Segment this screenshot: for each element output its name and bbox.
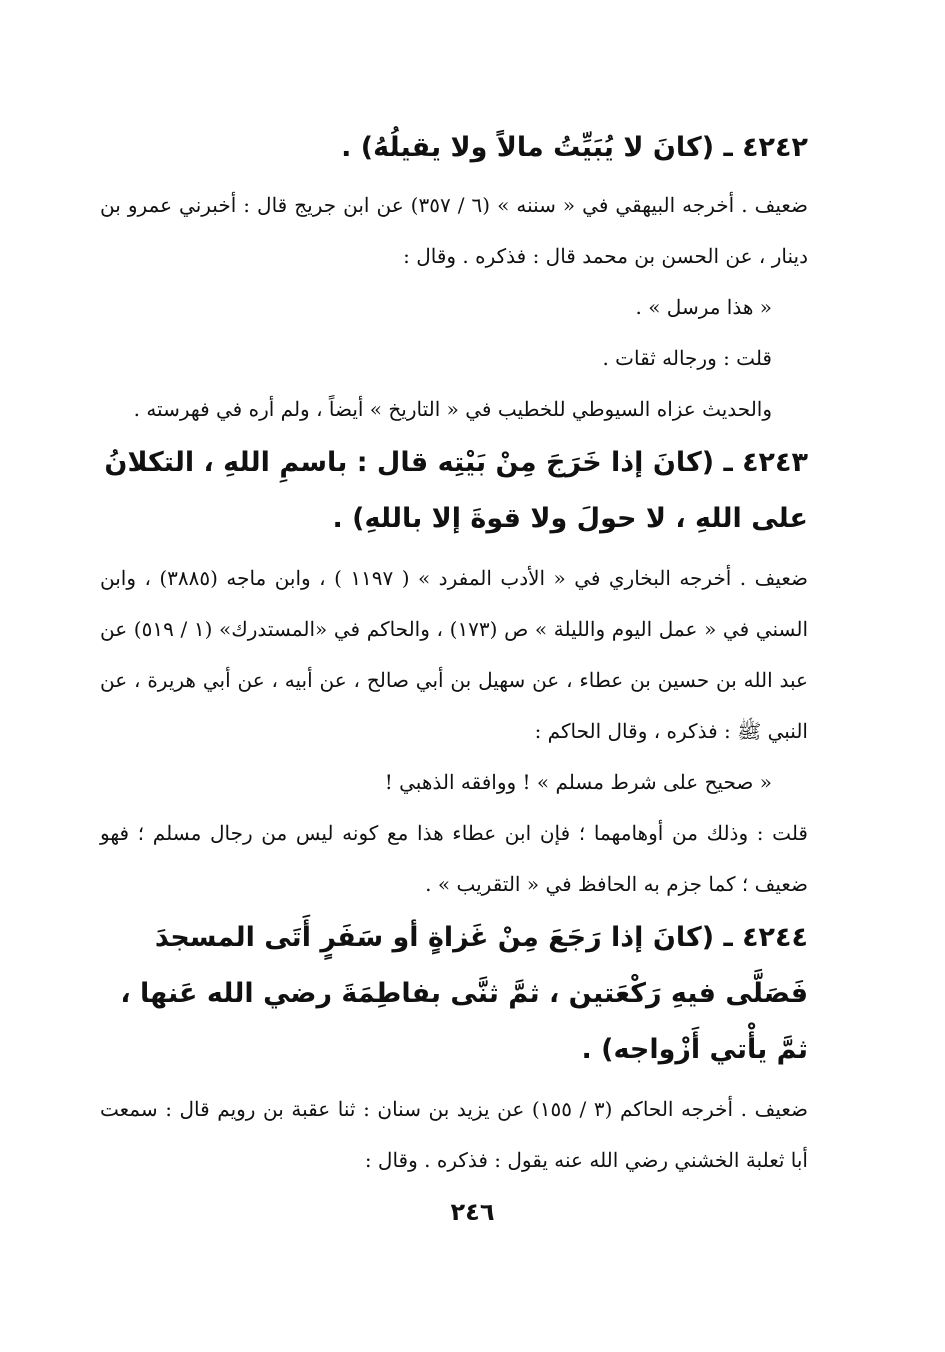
hadith-entry-4242 xyxy=(100,118,808,435)
hadith-heading: ٤٢٤٤ ـ (كانَ إذا رَجَعَ مِنْ غَزاةٍ أو سَفَرٍ أَتَى المسجدَ فَصَلَّى فيهِ رَكْعَتين ، ثمَّ ثنَّى بفاطِمَةَ رضي الله عَنها ، ثمَّ يأْتي أَزْواجه) . xyxy=(120,922,808,1065)
note-paragraph: والحديث عزاه السيوطي للخطيب في « التاريخ » أيضاً ، ولم أره في فهرسته . xyxy=(133,397,772,421)
hadith-heading: ٤٢٤٢ ـ (كانَ لا يُبَيِّتُ مالاً ولا يقيلُهُ) . xyxy=(341,132,808,163)
hadith-entry-4243 xyxy=(100,435,808,910)
hadith-heading: ٤٢٤٣ ـ (كانَ إذا خَرَجَ مِنْ بَيْتِه قال : باسمِ اللهِ ، التكلانُ على اللهِ ، لا حولَ ولا قوةَ إلا باللهِ) . xyxy=(104,447,808,534)
page-number: ٢٤٦ xyxy=(450,1198,495,1226)
quote-paragraph: « صحيح على شرط مسلم » ! ووافقه الذهبي ! xyxy=(384,770,772,794)
takhrij-paragraph: ضعيف . أخرجه البيهقي في « سننه » (٦ / ٣٥٧) عن ابن جريج قال : أخبرني عمرو بن دينار ، عن الحسن بن محمد قال : فذكره . وقال : xyxy=(100,193,808,268)
comment-paragraph: قلت : وذلك من أوهامهما ؛ فإن ابن عطاء هذا مع كونه ليس من رجال مسلم ؛ فهو ضعيف ؛ كما جزم به الحافظ في « التقريب » . xyxy=(100,821,808,896)
document-page xyxy=(100,118,808,1186)
quote-paragraph: « هذا مرسل » . xyxy=(635,295,772,319)
takhrij-paragraph: ضعيف . أخرجه البخاري في « الأدب المفرد » ( ١١٩٧ ) ، وابن ماجه (٣٨٨٥) ، وابن السني في « عمل اليوم والليلة » ص (١٧٣) ، والحاكم في «المستدرك» (١ / ٥١٩) عن عبد الله بن حسين بن عطاء ، عن سهيل بن أبي صالح ، عن أبيه ، عن أبي هريرة ، عن النبي ﷺ : فذكره ، وقال الحاكم : xyxy=(100,566,808,743)
comment-paragraph: قلت : ورجاله ثقات . xyxy=(602,346,772,370)
hadith-entry-4244 xyxy=(100,910,808,1186)
takhrij-paragraph: ضعيف . أخرجه الحاكم (٣ / ١٥٥) عن يزيد بن سنان : ثنا عقبة بن رويم قال : سمعت أبا ثعلبة الخشني رضي الله عنه يقول : فذكره . وقال : xyxy=(100,1097,808,1172)
